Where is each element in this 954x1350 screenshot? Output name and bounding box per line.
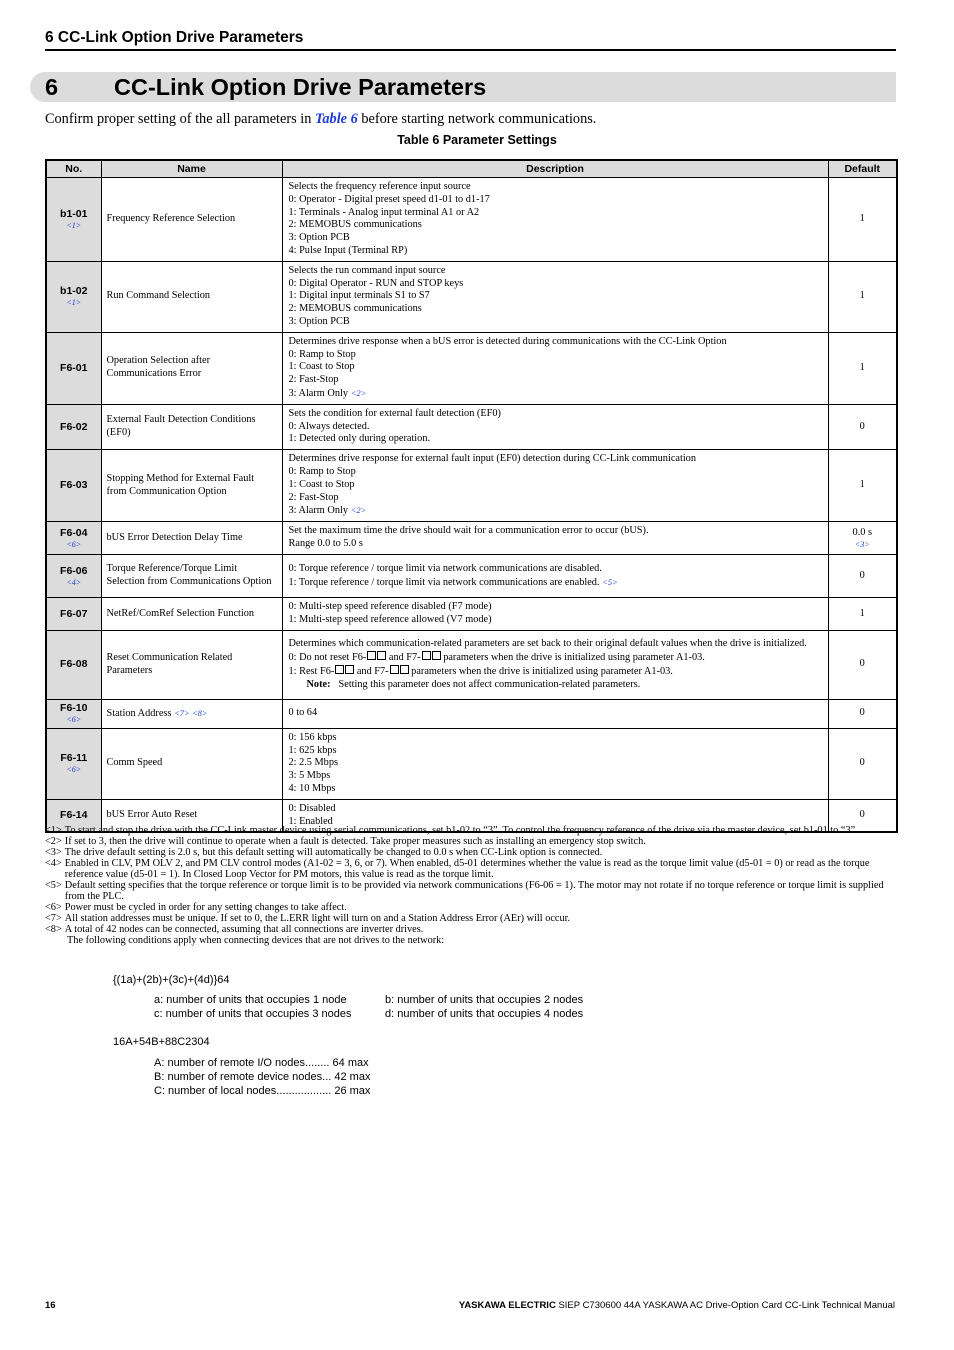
desc-line: 3: Option PCB bbox=[288, 315, 350, 327]
table-row bbox=[46, 332, 897, 404]
station-legend bbox=[154, 1056, 370, 1098]
param-number: F6-06 bbox=[60, 564, 88, 577]
desc-line: 1: Coast to Stop bbox=[288, 361, 355, 373]
table-row bbox=[46, 598, 897, 631]
digit-placeholder-box-icon bbox=[390, 665, 399, 674]
column-header-no: No. bbox=[46, 160, 101, 178]
param-description bbox=[282, 630, 828, 699]
table-row bbox=[46, 450, 897, 522]
desc-line bbox=[289, 387, 822, 401]
desc-line bbox=[289, 504, 822, 518]
footnote bbox=[45, 913, 896, 924]
footnote-text: All station addresses must be unique. If set to 0, the L.ERR light will turn on and a Station Address Error (AEr) will occur. bbox=[64, 913, 571, 924]
digit-placeholder-box-icon bbox=[335, 665, 344, 674]
table-row bbox=[46, 178, 897, 262]
param-name: Stopping Method for External Fault from Communication Option bbox=[101, 450, 282, 522]
footnote-mark: <8> bbox=[45, 924, 62, 935]
desc-line: 1: Terminals - Analog input terminal A1 or A2 bbox=[288, 206, 480, 218]
footnote-text: To start and stop the drive with the CC-Link master device using serial communications, set b1-02 to “3”. To control the frequency reference of the drive via the master device, set b1-01 to “3”. bbox=[64, 825, 858, 836]
footnotes bbox=[45, 825, 896, 946]
param-name: bUS Error Auto Reset bbox=[101, 799, 282, 832]
footnote bbox=[45, 902, 896, 913]
note-text: Setting this parameter does not affect communication-related parameters. bbox=[338, 678, 641, 690]
desc-line: Determines drive response when a bUS error is detected during communications with the CC-Link Option bbox=[288, 335, 727, 347]
footnote-text: A total of 42 nodes can be connected, assuming that all connections are inverter drives. bbox=[64, 924, 424, 935]
param-description bbox=[282, 178, 828, 262]
param-default: 0.0 s bbox=[852, 526, 872, 538]
footer-doc-title: SIEP C730600 44A YASKAWA AC Drive-Option Card CC-Link Technical Manual bbox=[555, 1300, 895, 1311]
footnote-mark: <6> bbox=[45, 902, 62, 913]
param-number-cell bbox=[46, 598, 101, 631]
desc-line: 2: 2.5 Mbps bbox=[288, 757, 338, 769]
desc-text: parameters when the drive is initialized using parameter A1-03. bbox=[408, 665, 673, 677]
desc-line: Range 0.0 to 5.0 s bbox=[288, 538, 363, 550]
footnote bbox=[45, 880, 896, 902]
desc-line bbox=[289, 665, 822, 679]
desc-line: Set the maximum time the drive should wait for a communication error to occur (bUS). bbox=[288, 525, 649, 537]
desc-line: 0: Ramp to Stop bbox=[288, 465, 356, 477]
table-row bbox=[46, 728, 897, 799]
param-default: 0 bbox=[828, 699, 897, 728]
param-number-cell bbox=[46, 630, 101, 699]
desc-line: Determines drive response for external fault input (EF0) detection during CC-Link communication bbox=[288, 453, 696, 465]
intro-before: Confirm proper setting of the all parameters in bbox=[45, 111, 315, 127]
legend-item: C: number of local nodes.................. 26 max bbox=[154, 1085, 371, 1097]
param-number: b1-02 bbox=[60, 285, 88, 298]
digit-placeholder-box-icon bbox=[422, 651, 431, 660]
param-number-cell bbox=[46, 332, 101, 404]
legend-item: A: number of remote I/O nodes........ 64 max bbox=[154, 1057, 369, 1069]
footnote-mark: <1> bbox=[45, 825, 62, 836]
param-default: 1 bbox=[828, 332, 897, 404]
desc-line: 1: Coast to Stop bbox=[288, 478, 355, 490]
param-number-cell bbox=[46, 522, 101, 555]
footer-brand: YASKAWA ELECTRIC bbox=[458, 1300, 556, 1311]
desc-line: 1: Enabled bbox=[288, 815, 333, 827]
desc-note bbox=[289, 679, 822, 692]
param-number: F6-01 bbox=[60, 361, 88, 374]
note-label: Note: bbox=[306, 678, 331, 690]
footer-doc-info bbox=[459, 1300, 895, 1311]
param-note-ref[interactable]: <6> bbox=[66, 715, 82, 725]
footnote bbox=[45, 836, 896, 847]
param-number: F6-03 bbox=[60, 479, 88, 492]
desc-line: 0: Operator - Digital preset speed d1-01 to d1-17 bbox=[288, 193, 490, 205]
legend-item: c: number of units that occupies 3 nodes bbox=[154, 1008, 352, 1020]
desc-line: 0: Always detected. bbox=[288, 420, 370, 432]
digit-placeholder-box-icon bbox=[367, 651, 376, 660]
footnote-mark: <4> bbox=[45, 858, 62, 869]
footnote-text: If set to 3, then the drive will continue to operate when a fault is detected. Take proper measures such as installing an emergency stop switch. bbox=[64, 836, 646, 847]
intro-after: before starting network communications. bbox=[357, 111, 597, 127]
column-header-description: Description bbox=[282, 160, 828, 178]
param-number: F6-14 bbox=[60, 809, 88, 822]
desc-line: 0: 156 kbps bbox=[288, 731, 337, 743]
desc-line bbox=[289, 651, 822, 665]
param-default: 1 bbox=[828, 178, 897, 262]
param-name: NetRef/ComRef Selection Function bbox=[101, 598, 282, 631]
table-row bbox=[46, 261, 897, 332]
param-number: F6-11 bbox=[60, 752, 88, 765]
running-header: 6 CC-Link Option Drive Parameters bbox=[45, 29, 304, 46]
desc-line: 4: 10 Mbps bbox=[288, 782, 336, 794]
section-title: CC-Link Option Drive Parameters bbox=[114, 74, 487, 100]
footnote-text: The drive default setting is 2.0 s, but this default setting will automatically be changed to 0.0 s when CC-Link option is connected. bbox=[64, 847, 603, 858]
param-name: Reset Communication Related Parameters bbox=[101, 630, 282, 699]
param-number: F6-08 bbox=[60, 658, 88, 671]
desc-line: 0 to 64 bbox=[288, 707, 318, 719]
param-note-ref[interactable]: <6> bbox=[66, 539, 82, 549]
param-name: External Fault Detection Conditions (EF0) bbox=[101, 404, 282, 449]
desc-line: 1: 625 kbps bbox=[288, 744, 337, 756]
desc-text: 1: Torque reference / torque limit via network communications are enabled. bbox=[288, 576, 603, 588]
param-default-cell bbox=[828, 522, 897, 555]
param-number-cell bbox=[46, 178, 101, 262]
param-description bbox=[282, 522, 828, 555]
column-header-default: Default bbox=[828, 160, 897, 178]
footnote-mark: <3> bbox=[45, 847, 62, 858]
legend-item: B: number of remote device nodes... 42 max bbox=[154, 1071, 371, 1083]
desc-line bbox=[289, 576, 822, 590]
table-header-row bbox=[46, 160, 897, 178]
param-number: F6-10 bbox=[60, 702, 88, 715]
desc-line: 0: Multi-step speed reference disabled (F7 mode) bbox=[288, 601, 492, 613]
desc-note-ref[interactable]: <2> bbox=[350, 387, 367, 398]
desc-line: 3: Option PCB bbox=[288, 232, 350, 244]
intro-paragraph bbox=[45, 111, 596, 128]
digit-placeholder-box-icon bbox=[432, 651, 441, 660]
footnote-mark: <7> bbox=[45, 913, 62, 924]
desc-text: and F7- bbox=[386, 651, 421, 663]
table-row bbox=[46, 699, 897, 728]
parameter-table bbox=[45, 159, 898, 833]
desc-line: 1: Multi-step speed reference allowed (V7 mode) bbox=[288, 613, 492, 625]
formula-legend-right bbox=[385, 993, 583, 1021]
desc-line: 3: 5 Mbps bbox=[288, 770, 331, 782]
param-default: 1 bbox=[828, 261, 897, 332]
desc-text: parameters when the drive is initialized using parameter A1-03. bbox=[440, 651, 705, 663]
station-formula: 16A+54B+88C2304 bbox=[113, 1036, 210, 1048]
param-number: b1-01 bbox=[60, 207, 88, 220]
param-number-cell bbox=[46, 699, 101, 728]
param-name: bUS Error Detection Delay Time bbox=[101, 522, 282, 555]
desc-line: Sets the condition for external fault detection (EF0) bbox=[288, 407, 501, 419]
param-description bbox=[282, 598, 828, 631]
param-number-cell bbox=[46, 450, 101, 522]
desc-line: 0: Ramp to Stop bbox=[288, 348, 356, 360]
desc-line: 2: Fast-Stop bbox=[288, 374, 339, 386]
param-number: F6-02 bbox=[60, 420, 88, 433]
default-note-ref[interactable]: <3> bbox=[854, 539, 870, 549]
footnote-text: Power must be cycled in order for any setting changes to take affect. bbox=[64, 902, 347, 913]
param-number-cell bbox=[46, 555, 101, 598]
footnote bbox=[45, 924, 896, 935]
digit-placeholder-box-icon bbox=[345, 665, 354, 674]
param-description bbox=[282, 728, 828, 799]
param-number: F6-04 bbox=[60, 526, 88, 539]
header-rule bbox=[45, 49, 896, 51]
param-name: Frequency Reference Selection bbox=[101, 178, 282, 262]
desc-text: 1: Rest F6- bbox=[288, 665, 335, 677]
legend-item: a: number of units that occupies 1 node bbox=[154, 994, 347, 1006]
desc-line: 1: Digital input terminals S1 to S7 bbox=[288, 290, 430, 302]
table-row bbox=[46, 404, 897, 449]
desc-text: 3: Alarm Only bbox=[288, 387, 351, 399]
footnote-text: Enabled in CLV, PM OLV 2, and PM CLV control modes (A1-02 = 3, 6, or 7). When enabled, d5-01 determines whether the value is read as the torque limit value (d5-01 = 0) or read as the torque reference value (d5-01 = 1). In Closed Loop Vector for PM motors, this value is read as the torque limit. bbox=[64, 858, 870, 880]
param-default: 0 bbox=[828, 630, 897, 699]
param-name: Torque Reference/Torque Limit Selection from Communications Option bbox=[101, 555, 282, 598]
param-description bbox=[282, 555, 828, 598]
param-default: 0 bbox=[828, 555, 897, 598]
footnote-mark: <5> bbox=[45, 880, 62, 891]
digit-placeholder-box-icon bbox=[377, 651, 386, 660]
param-note-ref[interactable]: <1> bbox=[66, 298, 82, 308]
column-header-name: Name bbox=[101, 160, 282, 178]
param-name: Station Address bbox=[106, 707, 175, 719]
desc-line: 0: Digital Operator - RUN and STOP keys bbox=[288, 277, 464, 289]
table-row bbox=[46, 630, 897, 699]
desc-text: 3: Alarm Only bbox=[288, 505, 351, 517]
footnote-mark: <2> bbox=[45, 836, 62, 847]
param-default: 0 bbox=[828, 728, 897, 799]
desc-line: Determines which communication-related parameters are set back to their original default values when the drive is initialized. bbox=[288, 638, 807, 650]
desc-text: 0: Do not reset F6- bbox=[288, 651, 367, 663]
desc-line: Selects the run command input source bbox=[288, 264, 446, 276]
table-reference-link[interactable]: Table 6 bbox=[314, 111, 358, 127]
formula-legend-left bbox=[154, 993, 352, 1021]
desc-line: 4: Pulse Input (Terminal RP) bbox=[288, 244, 408, 256]
param-name: Operation Selection after Communications Error bbox=[101, 332, 282, 404]
param-description bbox=[282, 332, 828, 404]
desc-line: 2: MEMOBUS communications bbox=[288, 219, 422, 231]
param-default: 0 bbox=[828, 404, 897, 449]
desc-line: 0: Disabled bbox=[288, 802, 336, 814]
legend-item: b: number of units that occupies 2 nodes bbox=[385, 994, 584, 1006]
footnote-continuation: The following conditions apply when connecting devices that are not drives to the network: bbox=[67, 935, 445, 946]
legend-item: d: number of units that occupies 4 nodes bbox=[385, 1008, 584, 1020]
node-formula: {(1a)+(2b)+(3c)+(4d)}64 bbox=[113, 974, 230, 986]
name-note-refs[interactable]: <7> <8> bbox=[174, 707, 208, 718]
footnote bbox=[45, 858, 896, 880]
param-note-ref[interactable]: <6> bbox=[66, 765, 82, 775]
param-description bbox=[282, 699, 828, 728]
param-default: 1 bbox=[828, 450, 897, 522]
desc-line: 2: Fast-Stop bbox=[288, 491, 339, 503]
param-default: 0 bbox=[828, 799, 897, 832]
param-description bbox=[282, 261, 828, 332]
param-default: 1 bbox=[828, 598, 897, 631]
param-number-cell bbox=[46, 728, 101, 799]
table-row bbox=[46, 522, 897, 555]
page-number: 16 bbox=[45, 1300, 56, 1311]
param-number-cell bbox=[46, 261, 101, 332]
param-description bbox=[282, 450, 828, 522]
footnote bbox=[45, 825, 896, 836]
desc-line: 2: MEMOBUS communications bbox=[288, 303, 422, 315]
desc-line: Selects the frequency reference input source bbox=[288, 181, 471, 192]
desc-note-ref[interactable]: <2> bbox=[350, 505, 367, 516]
digit-placeholder-box-icon bbox=[400, 665, 409, 674]
desc-note-ref[interactable]: <5> bbox=[602, 576, 618, 587]
param-name-cell bbox=[101, 699, 282, 728]
desc-line: 0: Torque reference / torque limit via network communications are disabled. bbox=[288, 562, 602, 574]
table-caption: Table 6 Parameter Settings bbox=[397, 133, 557, 147]
desc-text: and F7- bbox=[354, 665, 389, 677]
param-number-cell bbox=[46, 404, 101, 449]
footnote bbox=[45, 847, 896, 858]
param-description bbox=[282, 404, 828, 449]
desc-line: 1: Detected only during operation. bbox=[288, 433, 431, 445]
param-number: F6-07 bbox=[60, 607, 88, 620]
param-note-ref[interactable]: <4> bbox=[66, 577, 82, 587]
param-name: Comm Speed bbox=[101, 728, 282, 799]
param-note-ref[interactable]: <1> bbox=[66, 220, 82, 230]
footnote-text: Default setting specifies that the torque reference or torque limit is to be provided via network communications (F6-06 = 1). The motor may not rotate if no torque reference or torque limit is supplied from the PLC. bbox=[64, 880, 884, 902]
param-name: Run Command Selection bbox=[101, 261, 282, 332]
table-row bbox=[46, 555, 897, 598]
section-number: 6 bbox=[45, 74, 59, 100]
